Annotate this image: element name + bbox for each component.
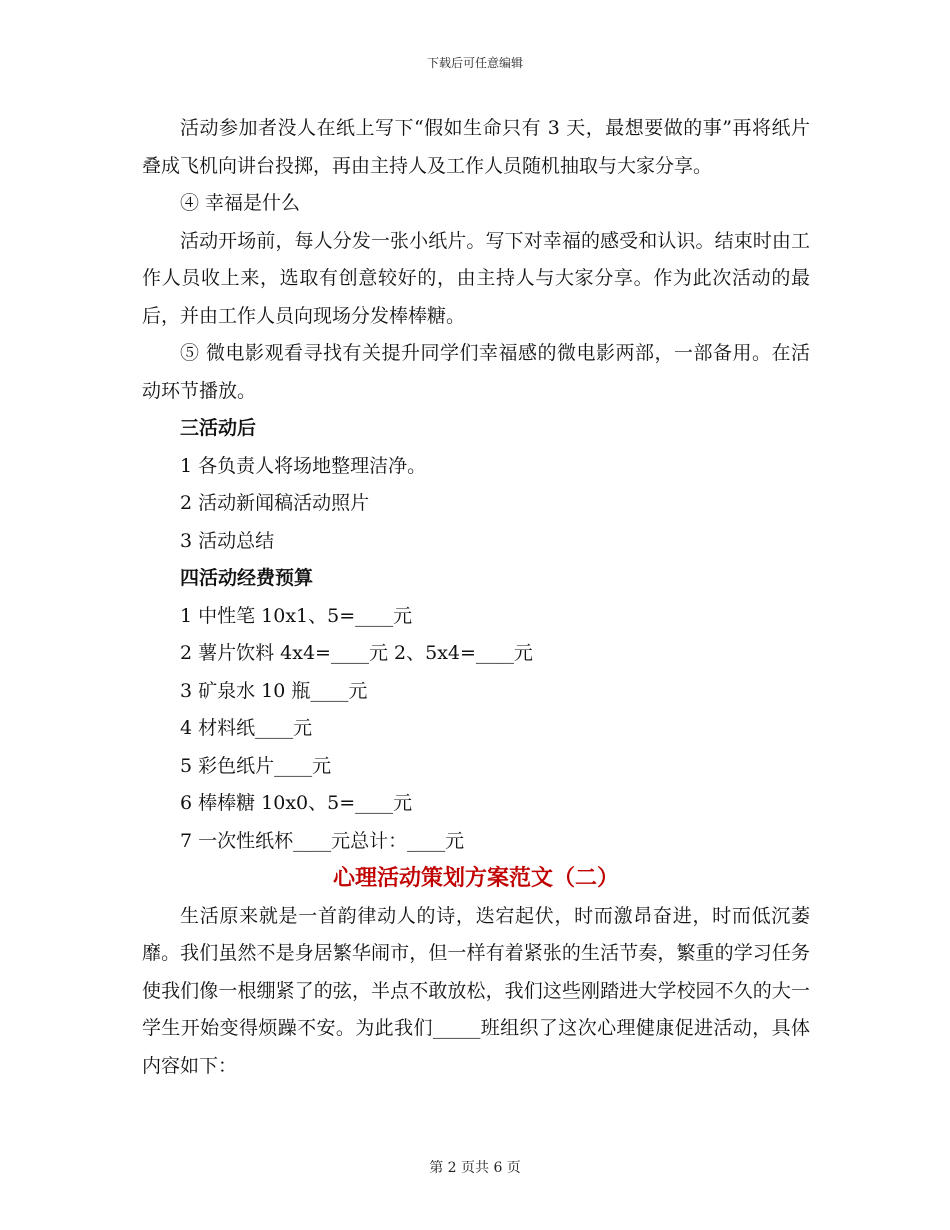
list-item: 1 各负责人将场地整理洁净。 xyxy=(180,454,427,477)
paragraph-happiness: 活动开场前，每人分发一张小纸片。写下对幸福的感受和认识。结束时由工作人员收上来，选取有创意较好的，由主持人与大家分享。作为此次活动的最后，并由工作人员向现场分发棒棒糖。 xyxy=(142,229,810,327)
budget-item: 7 一次性纸杯____元总计：____元 xyxy=(180,829,465,852)
budget-item: 4 材料纸____元 xyxy=(180,717,313,739)
section-heading-budget: 四活动经费预算 xyxy=(180,567,314,589)
list-item: 2 活动新闻稿活动照片 xyxy=(180,492,370,514)
budget-item: 2 薯片饮料 4x4=____元 2、5x4=____元 xyxy=(180,642,533,664)
section-title: 心理活动策划方案范文（二） xyxy=(332,865,619,891)
item-what-is-happiness: ④ 幸福是什么 xyxy=(180,192,301,214)
page-header: 下载后可任意编辑 xyxy=(426,56,523,70)
budget-item: 6 棒棒糖 10x0、5=____元 xyxy=(180,792,413,814)
budget-item: 5 彩色纸片____元 xyxy=(180,754,332,777)
paragraph-paper-plane: 活动参加者没人在纸上写下“假如生命只有 3 天，最想要做的事”再将纸片叠成飞机向讲台投掷，再由主持人及工作人员随机抽取与大家分享。 xyxy=(142,117,810,177)
section-heading-after-activity: 三活动后 xyxy=(180,417,257,439)
page-footer: 第 2 页共 6 页 xyxy=(429,1160,521,1176)
budget-item: 3 矿泉水 10 瓶____元 xyxy=(180,679,368,702)
list-item: 3 活动总结 xyxy=(180,529,275,552)
budget-item: 1 中性笔 10x1、5=____元 xyxy=(180,604,413,627)
paragraph-micro-film: ⑤ 微电影观看寻找有关提升同学们幸福感的微电影两部，一部备用。在活动环节播放。 xyxy=(142,342,810,402)
document-body xyxy=(142,110,810,1085)
paragraph-intro: 生活原来就是一首韵律动人的诗，迭宕起伏，时而激昂奋进，时而低沉萎靡。我们虽然不是身居繁华闹市，但一样有着紧张的生活节奏，繁重的学习任务使我们像一根绷紧了的弦，半点不敢放松，我们这些刚踏进大学校园不久的大一学生开始变得烦躁不安。为此我们_____班组织了这次心理健康促进活动，具体内容如下： xyxy=(142,904,810,1077)
